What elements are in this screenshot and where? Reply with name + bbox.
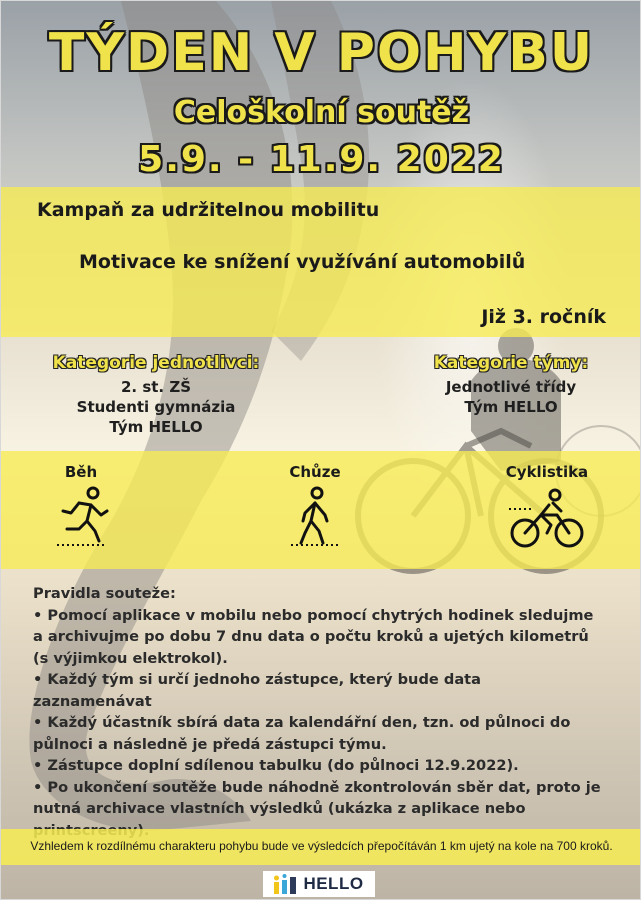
activity-walking [275,463,355,551]
motivation-text: Motivace ke snížení využívání automobilů [79,251,526,273]
rule-item: • Pomocí aplikace v mobilu nebo pomocí chytrých hodinek sledujme a archivujme po dobu 7 dnu data o počtu kroků a ujetých kilometrů (s výjimkou elektrokol). [33,606,594,667]
rule-item: • Každý účastník sbírá data za kalendářní den, tzn. od půlnoci do půlnoci a následně je předá zástupci týmu. [33,714,571,753]
category-teams-item: Jednotlivé třídy [445,378,577,396]
category-teams [401,353,621,417]
campaign-text: Kampaň za udržitelnou mobilitu [37,199,380,221]
edition-text: Již 3. ročník [481,306,606,328]
poster-title: TÝDEN V POHYBU [48,23,595,83]
category-teams-item: Tým HELLO [464,398,558,416]
category-individual [31,353,281,437]
rules-title: Pravidla souteže: [33,585,176,602]
rules-section [33,583,603,841]
logo-wordmark: HELLO [303,874,364,893]
rule-item: • Zástupce doplní sdílenou tabulku (do půlnoci 12.9.2022). [33,757,519,774]
walking-person-icon [283,485,347,551]
hello-logo-mark-icon [274,874,300,894]
activity-running [41,463,121,551]
activity-label: Běh [64,463,98,481]
poster-subtitle: Celoškolní soutěž [173,95,470,130]
activity-cycling [497,463,597,551]
category-teams-heading: Kategorie týmy: [433,353,589,373]
category-individual-item: Tým HELLO [109,418,203,436]
footer-note: Vzhledem k rozdílnému charakteru pohybu bude ve výsledcích přepočítáván 1 km ujetý na kole na 700 kroků. [30,839,613,853]
hello-logo [263,871,375,897]
cyclist-icon [507,485,587,551]
activity-label: Chůze [289,463,341,481]
category-individual-item: 2. st. ZŠ [120,378,192,396]
rule-item: • Každý tým si určí jednoho zástupce, který bude data zaznamenávat [33,671,481,710]
category-individual-heading: Kategorie jednotlivci: [52,353,260,373]
rule-item: • Po ukončení soutěže bude náhodně zkontrolován sběr dat, proto je nutná archivace vlastních výsledků (ukázka z aplikace nebo [33,778,601,817]
activity-label: Cyklistika [505,463,589,481]
poster-dates: 5.9. - 11.9. 2022 [138,139,505,180]
category-individual-item: Studenti gymnázia [76,398,236,416]
running-person-icon [49,485,113,551]
